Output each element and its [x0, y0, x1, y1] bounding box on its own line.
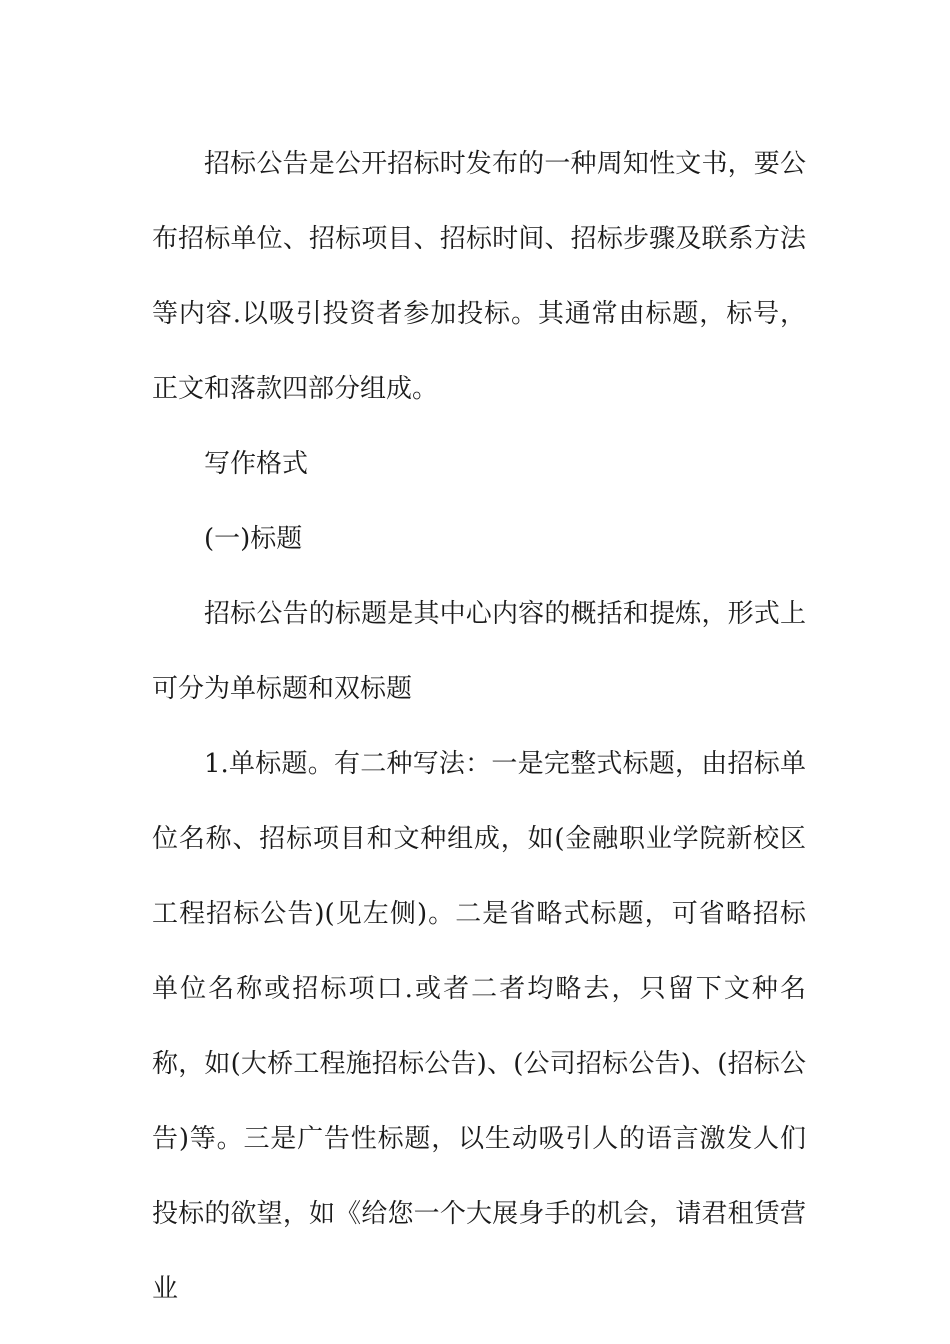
intro-paragraph: 招标公告是公开招标时发布的一种周知性文书，要公布招标单位、招标项目、招标时间、招标步骤及联系方法等内容.以吸引投资者参加投标。其通常由标题，标号，正文和落款四部分组成。 — [152, 149, 806, 404]
subsection-heading-title: (一)标题 — [204, 524, 303, 554]
document-page — [152, 127, 806, 1327]
single-title-paragraph: 1.单标题。有二种写法：一是完整式标题，由招标单位名称、招标项目和文种组成，如(金融职业学院新校区工程招标公告)(见左侧)。二是省略式标题，可省略招标单位名称或招标项口.或者二者均略去，只留下文种名称，如(大桥工程施招标公告)、(公司招标公告)、(招标公告)等。三是广告性标题，以生动吸引人的语言激发人们投标的欲望，如《给您一个大展身手的机会，请君租赁营业 — [152, 749, 806, 1304]
title-description-paragraph: 招标公告的标题是其中心内容的概括和提炼，形式上可分为单标题和双标题 — [152, 599, 806, 704]
section-heading-writing-format: 写作格式 — [204, 449, 309, 479]
